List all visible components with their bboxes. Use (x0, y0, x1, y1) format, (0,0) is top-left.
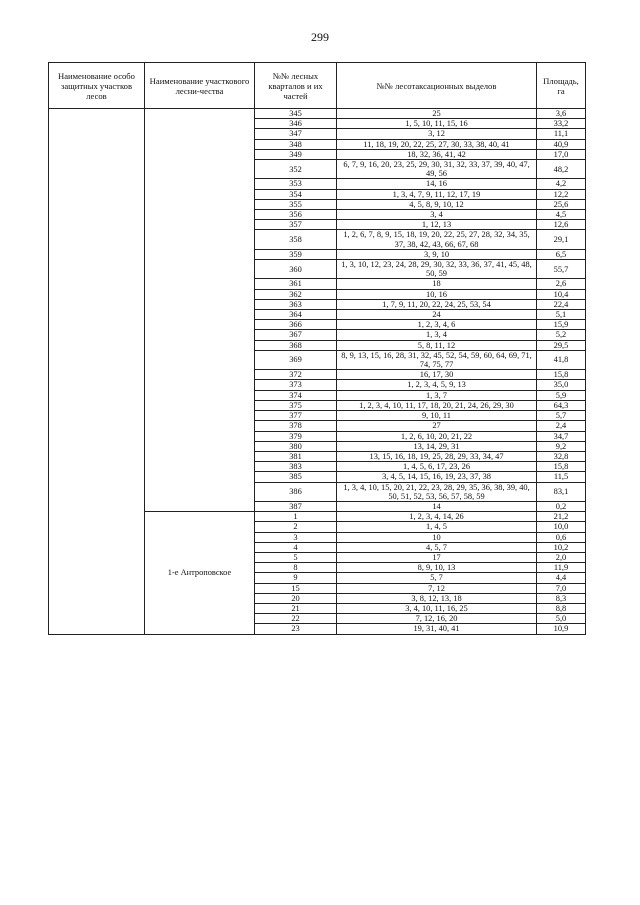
quarter-cell: 360 (255, 260, 337, 279)
allotments-cell: 5, 8, 11, 12 (337, 340, 537, 350)
allotments-cell: 3, 4, 10, 11, 16, 25 (337, 603, 537, 613)
allotments-cell: 1, 3, 4 (337, 330, 537, 340)
allotments-cell: 14, 16 (337, 179, 537, 189)
area-cell: 10,4 (537, 289, 586, 299)
allotments-cell: 1, 3, 10, 12, 23, 24, 28, 29, 30, 32, 33, 36, 37, 41, 45, 48, 50, 59 (337, 260, 537, 279)
allotments-cell: 1, 12, 13 (337, 220, 537, 230)
area-cell: 17,0 (537, 149, 586, 159)
allotments-cell: 4, 5, 7 (337, 542, 537, 552)
quarter-cell: 378 (255, 421, 337, 431)
area-cell: 15,8 (537, 462, 586, 472)
area-cell: 8,3 (537, 593, 586, 603)
allotments-cell: 27 (337, 421, 537, 431)
forestry-cell (145, 109, 255, 512)
area-cell: 12,6 (537, 220, 586, 230)
quarter-cell: 346 (255, 119, 337, 129)
quarter-cell: 369 (255, 350, 337, 369)
area-cell: 21,2 (537, 512, 586, 522)
allotments-cell: 1, 2, 3, 4, 14, 26 (337, 512, 537, 522)
area-cell: 4,2 (537, 179, 586, 189)
allotments-cell: 10, 16 (337, 289, 537, 299)
forestry-cell: 1-е Антроповское (145, 512, 255, 634)
allotments-cell: 18, 32, 36, 41, 42 (337, 149, 537, 159)
quarter-cell: 354 (255, 189, 337, 199)
allotments-cell: 3, 8, 12, 13, 18 (337, 593, 537, 603)
area-cell: 12,2 (537, 189, 586, 199)
quarter-cell: 358 (255, 230, 337, 249)
quarter-cell: 352 (255, 160, 337, 179)
area-cell: 29,5 (537, 340, 586, 350)
allotments-cell: 7, 12, 16, 20 (337, 614, 537, 624)
quarter-cell: 367 (255, 330, 337, 340)
area-cell: 2,6 (537, 279, 586, 289)
area-cell: 29,1 (537, 230, 586, 249)
allotments-cell: 1, 2, 3, 4, 5, 9, 13 (337, 380, 537, 390)
allotments-cell: 3, 4 (337, 210, 537, 220)
area-cell: 7,0 (537, 583, 586, 593)
allotments-cell: 1, 7, 9, 11, 20, 22, 24, 25, 53, 54 (337, 299, 537, 309)
area-cell: 2,0 (537, 552, 586, 562)
allotments-cell: 1, 2, 3, 4, 6 (337, 320, 537, 330)
forest-plots-table (48, 62, 586, 635)
quarter-cell: 386 (255, 482, 337, 501)
area-cell: 55,7 (537, 260, 586, 279)
area-cell: 22,4 (537, 299, 586, 309)
area-cell: 0,6 (537, 532, 586, 542)
header-row (49, 63, 586, 109)
area-cell: 10,0 (537, 522, 586, 532)
area-cell: 0,2 (537, 501, 586, 511)
header-protected-area: Наименование особо защитных участков лесов (49, 63, 145, 109)
allotments-cell: 8, 9, 10, 13 (337, 563, 537, 573)
area-cell: 11,1 (537, 129, 586, 139)
area-cell: 32,8 (537, 451, 586, 461)
quarter-cell: 364 (255, 310, 337, 320)
area-cell: 40,9 (537, 139, 586, 149)
area-cell: 5,1 (537, 310, 586, 320)
allotments-cell: 13, 15, 16, 18, 19, 25, 28, 29, 33, 34, 47 (337, 451, 537, 461)
allotments-cell: 3, 12 (337, 129, 537, 139)
protected-area-cell (49, 109, 145, 635)
quarter-cell: 368 (255, 340, 337, 350)
area-cell: 4,5 (537, 210, 586, 220)
quarter-cell: 1 (255, 512, 337, 522)
area-cell: 3,6 (537, 109, 586, 119)
area-cell: 9,2 (537, 441, 586, 451)
area-cell: 41,8 (537, 350, 586, 369)
table-header (49, 63, 586, 109)
page-number: 299 (311, 30, 329, 44)
area-cell: 10,2 (537, 542, 586, 552)
quarter-cell: 383 (255, 462, 337, 472)
area-cell: 2,4 (537, 421, 586, 431)
quarter-cell: 355 (255, 199, 337, 209)
area-cell: 15,8 (537, 370, 586, 380)
allotments-cell: 1, 4, 5 (337, 522, 537, 532)
header-allotments: №№ лесотаксационных выделов (337, 63, 537, 109)
quarter-cell: 373 (255, 380, 337, 390)
allotments-cell: 1, 3, 7 (337, 390, 537, 400)
quarter-cell: 387 (255, 501, 337, 511)
allotments-cell: 1, 5, 10, 11, 15, 16 (337, 119, 537, 129)
header-area: Площадь, га (537, 63, 586, 109)
quarter-cell: 363 (255, 299, 337, 309)
allotments-cell: 1, 3, 4, 7, 9, 11, 12, 17, 19 (337, 189, 537, 199)
quarter-cell: 15 (255, 583, 337, 593)
quarter-cell: 4 (255, 542, 337, 552)
area-cell: 6,5 (537, 249, 586, 259)
quarter-cell: 357 (255, 220, 337, 230)
quarter-cell: 379 (255, 431, 337, 441)
allotments-cell: 13, 14, 29, 31 (337, 441, 537, 451)
area-cell: 11,9 (537, 563, 586, 573)
area-cell: 15,9 (537, 320, 586, 330)
area-cell: 33,2 (537, 119, 586, 129)
area-cell: 4,4 (537, 573, 586, 583)
area-cell: 5,7 (537, 411, 586, 421)
allotments-cell: 1, 2, 3, 4, 10, 11, 17, 18, 20, 21, 24, 26, 29, 30 (337, 400, 537, 410)
allotments-cell: 4, 5, 8, 9, 10, 12 (337, 199, 537, 209)
allotments-cell: 1, 2, 6, 7, 8, 9, 15, 18, 19, 20, 22, 25, 27, 28, 32, 34, 35, 37, 38, 42, 43, 66, 67, 68 (337, 230, 537, 249)
quarter-cell: 381 (255, 451, 337, 461)
allotments-cell: 17 (337, 552, 537, 562)
quarter-cell: 2 (255, 522, 337, 532)
area-cell: 64,3 (537, 400, 586, 410)
quarter-cell: 359 (255, 249, 337, 259)
quarter-cell: 9 (255, 573, 337, 583)
table-row (49, 109, 586, 119)
quarter-cell: 345 (255, 109, 337, 119)
header-quarters: №№ лесных кварталов и их частей (255, 63, 337, 109)
quarter-cell: 21 (255, 603, 337, 613)
quarter-cell: 385 (255, 472, 337, 482)
area-cell: 83,1 (537, 482, 586, 501)
allotments-cell: 3, 4, 5, 14, 15, 16, 19, 23, 37, 38 (337, 472, 537, 482)
allotments-cell: 1, 4, 5, 6, 17, 23, 26 (337, 462, 537, 472)
allotments-cell: 18 (337, 279, 537, 289)
allotments-cell: 10 (337, 532, 537, 542)
quarter-cell: 347 (255, 129, 337, 139)
area-cell: 25,6 (537, 199, 586, 209)
quarter-cell: 8 (255, 563, 337, 573)
quarter-cell: 374 (255, 390, 337, 400)
quarter-cell: 377 (255, 411, 337, 421)
allotments-cell: 5, 7 (337, 573, 537, 583)
area-cell: 34,7 (537, 431, 586, 441)
allotments-cell: 7, 12 (337, 583, 537, 593)
allotments-cell: 6, 7, 9, 16, 20, 23, 25, 29, 30, 31, 32, 33, 37, 39, 40, 47, 49, 56 (337, 160, 537, 179)
quarter-cell: 349 (255, 149, 337, 159)
allotments-cell: 3, 9, 10 (337, 249, 537, 259)
allotments-cell: 14 (337, 501, 537, 511)
quarter-cell: 375 (255, 400, 337, 410)
area-cell: 5,0 (537, 614, 586, 624)
quarter-cell: 23 (255, 624, 337, 634)
table-body (49, 109, 586, 635)
allotments-cell: 1, 2, 6, 10, 20, 21, 22 (337, 431, 537, 441)
allotments-cell: 24 (337, 310, 537, 320)
area-cell: 35,0 (537, 380, 586, 390)
quarter-cell: 22 (255, 614, 337, 624)
area-cell: 8,8 (537, 603, 586, 613)
allotments-cell: 16, 17, 30 (337, 370, 537, 380)
quarter-cell: 380 (255, 441, 337, 451)
quarter-cell: 356 (255, 210, 337, 220)
quarter-cell: 348 (255, 139, 337, 149)
area-cell: 5,9 (537, 390, 586, 400)
allotments-cell: 8, 9, 13, 15, 16, 28, 31, 32, 45, 52, 54, 59, 60, 64, 69, 71, 74, 75, 77 (337, 350, 537, 369)
header-forestry: Наименование участкового лесни-чества (145, 63, 255, 109)
quarter-cell: 353 (255, 179, 337, 189)
allotments-cell: 25 (337, 109, 537, 119)
quarter-cell: 372 (255, 370, 337, 380)
quarter-cell: 3 (255, 532, 337, 542)
quarter-cell: 5 (255, 552, 337, 562)
quarter-cell: 20 (255, 593, 337, 603)
quarter-cell: 361 (255, 279, 337, 289)
area-cell: 11,5 (537, 472, 586, 482)
area-cell: 48,2 (537, 160, 586, 179)
allotments-cell: 1, 3, 4, 10, 15, 20, 21, 22, 23, 28, 29, 35, 36, 38, 39, 40, 50, 51, 52, 53, 56, 57, 58, 59 (337, 482, 537, 501)
allotments-cell: 19, 31, 40, 41 (337, 624, 537, 634)
allotments-cell: 9, 10, 11 (337, 411, 537, 421)
area-cell: 5,2 (537, 330, 586, 340)
area-cell: 10,9 (537, 624, 586, 634)
allotments-cell: 11, 18, 19, 20, 22, 25, 27, 30, 33, 38, 40, 41 (337, 139, 537, 149)
quarter-cell: 366 (255, 320, 337, 330)
quarter-cell: 362 (255, 289, 337, 299)
